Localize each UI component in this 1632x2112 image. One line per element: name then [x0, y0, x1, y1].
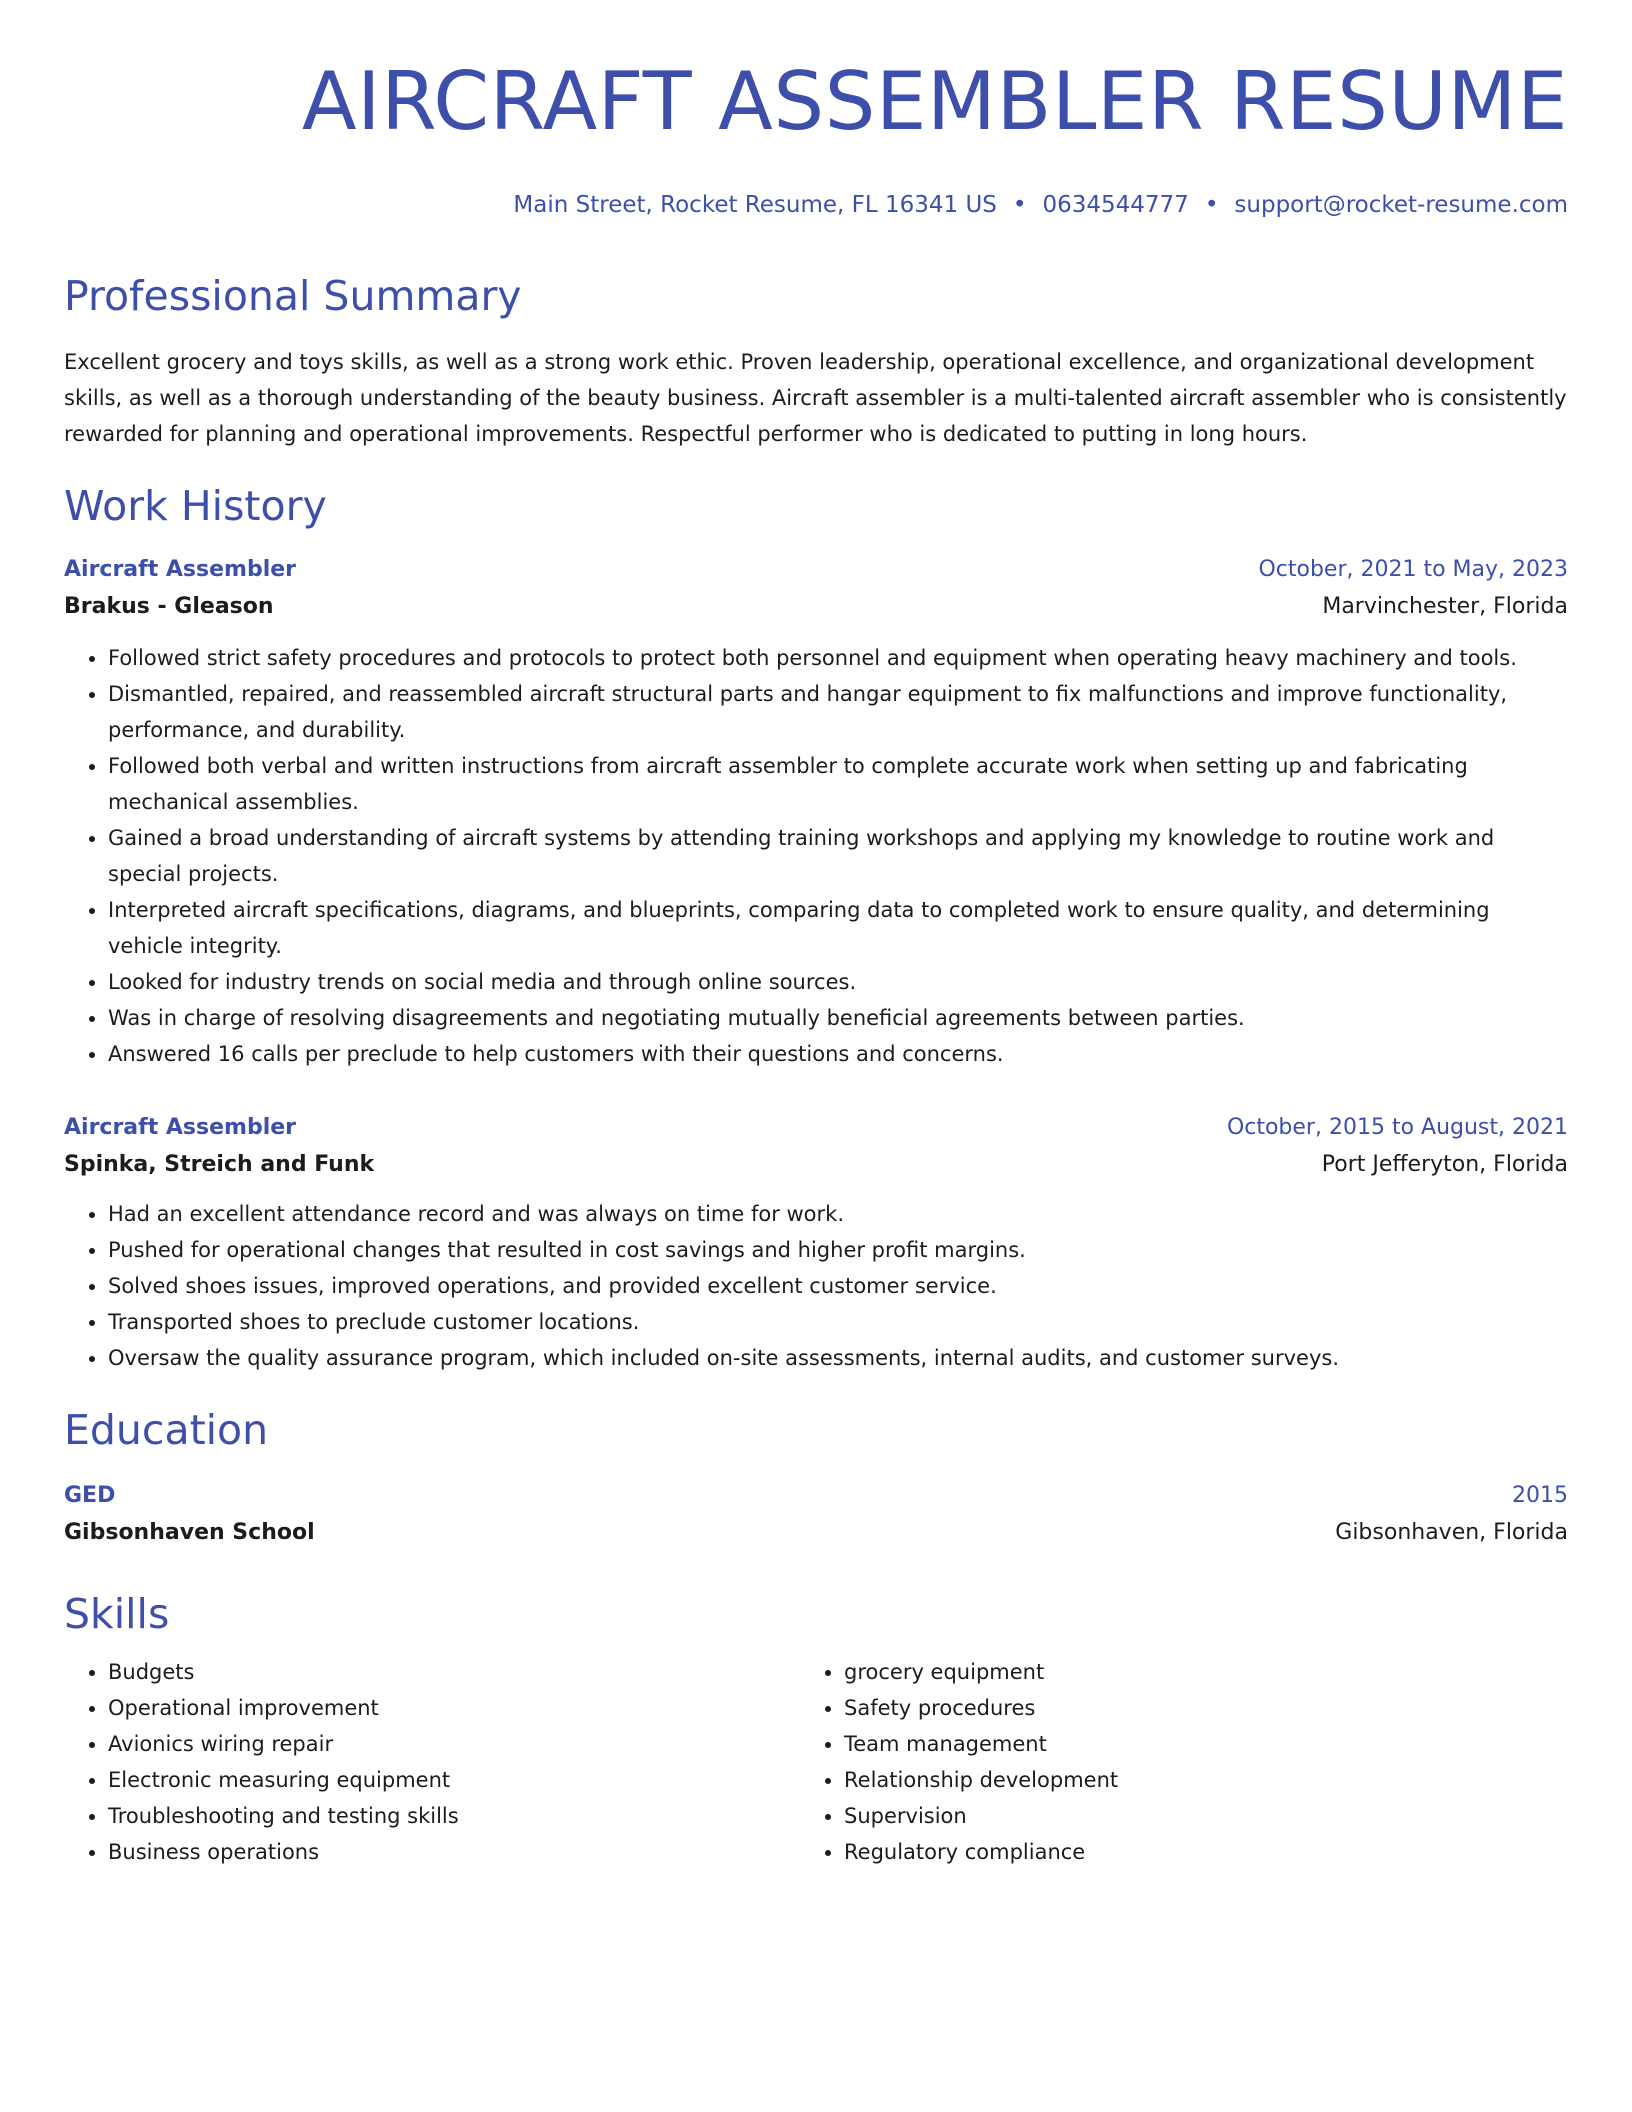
contact-line [64, 190, 1568, 220]
job-bullets [64, 1196, 1568, 1376]
job-bullet: • Solved shoes issues, improved operations, and provided excellent customer service. [108, 1268, 1568, 1304]
job-bullet: • Followed strict safety procedures and protocols to protect both personnel and equipment when operating heavy machinery and tools. [108, 640, 1568, 676]
skill-item: • Troubleshooting and testing skills [108, 1798, 800, 1834]
skill-item: • Operational improvement [108, 1690, 800, 1726]
skill-item: • Team management [844, 1726, 1536, 1762]
job-bullet: • Dismantled, repaired, and reassembled aircraft structural parts and hangar equipment to fix malfunctions and improve functionality, performance, and durability. [108, 676, 1568, 748]
skill-item: • Electronic measuring equipment [108, 1762, 800, 1798]
education-degree: GED [64, 1483, 116, 1508]
education-entry [64, 1478, 1568, 1552]
job-company-row [64, 1146, 1568, 1184]
job-role: Aircraft Assembler [64, 557, 297, 582]
education-year: 2015 [1512, 1483, 1568, 1508]
job-bullet: • Was in charge of resolving disagreements and negotiating mutually beneficial agreements between parties. [108, 1000, 1568, 1036]
job-title-row [64, 1110, 1568, 1146]
skills-list-left [64, 1654, 800, 1870]
resume-header [64, 52, 1568, 220]
contact-address: Main Street, Rocket Resume, FL 16341 US [513, 192, 997, 218]
summary-heading: Professional Summary [64, 272, 522, 320]
education-school: Gibsonhaven School [64, 1520, 315, 1545]
skill-item: • Safety procedures [844, 1690, 1536, 1726]
job-bullet: • Oversaw the quality assurance program, which included on-site assessments, internal audits, and customer surveys. [108, 1340, 1568, 1376]
education-location: Gibsonhaven, Florida [1335, 1520, 1568, 1545]
job-bullet: • Had an excellent attendance record and was always on time for work. [108, 1196, 1568, 1232]
contact-phone: 0634544777 [1042, 192, 1189, 218]
skill-item: • Budgets [108, 1654, 800, 1690]
skills-columns [64, 1654, 1568, 1870]
skill-item: • Business operations [108, 1834, 800, 1870]
job-bullet: • Pushed for operational changes that resulted in cost savings and higher profit margins. [108, 1232, 1568, 1268]
education-school-row [64, 1514, 1568, 1552]
resume-title: AIRCRAFT ASSEMBLER RESUME [301, 55, 1568, 148]
contact-separator: • [1204, 192, 1219, 218]
summary-text: Excellent grocery and toys skills, as well as a strong work ethic. Proven leadership, operational excellence, and organizational development skills, as well as a thorough understanding of the beauty business. Aircraft assembler is a multi-talented aircraft assembler who is consistently rewarded for planning and operational improvements. Respectful performer who is dedicated to putting in long hours. [64, 350, 1567, 446]
skills-list-right [800, 1654, 1536, 1870]
job-entry [64, 1110, 1568, 1376]
education-heading: Education [64, 1406, 269, 1454]
job-company-row [64, 588, 1568, 626]
job-dates: October, 2021 to May, 2023 [1258, 557, 1568, 582]
job-title-row [64, 552, 1568, 588]
job-location: Marvinchester, Florida [1322, 594, 1568, 619]
skill-item: • Supervision [844, 1798, 1536, 1834]
work-history-heading: Work History [64, 482, 327, 530]
skill-item: • Avionics wiring repair [108, 1726, 800, 1762]
contact-email: support@rocket-resume.com [1234, 192, 1568, 218]
job-entry [64, 552, 1568, 1072]
job-dates: October, 2015 to August, 2021 [1226, 1115, 1568, 1140]
contact-separator: • [1012, 192, 1027, 218]
job-bullet: • Interpreted aircraft specifications, diagrams, and blueprints, comparing data to completed work to ensure quality, and determining vehicle integrity. [108, 892, 1568, 964]
job-bullets [64, 640, 1568, 1072]
job-bullet: • Answered 16 calls per preclude to help customers with their questions and concerns. [108, 1036, 1568, 1072]
job-bullet: • Looked for industry trends on social media and through online sources. [108, 964, 1568, 1000]
skills-heading: Skills [64, 1590, 170, 1638]
skill-item: • Relationship development [844, 1762, 1536, 1798]
job-role: Aircraft Assembler [64, 1115, 297, 1140]
job-bullet: • Gained a broad understanding of aircraft systems by attending training workshops and applying my knowledge to routine work and special projects. [108, 820, 1568, 892]
job-bullet: • Followed both verbal and written instructions from aircraft assembler to complete accurate work when setting up and fabricating mechanical assemblies. [108, 748, 1568, 820]
education-degree-row [64, 1478, 1568, 1514]
skill-item: • Regulatory compliance [844, 1834, 1536, 1870]
skill-item: • grocery equipment [844, 1654, 1536, 1690]
job-company: Brakus - Gleason [64, 594, 274, 619]
job-company: Spinka, Streich and Funk [64, 1152, 375, 1177]
job-location: Port Jefferyton, Florida [1321, 1152, 1568, 1177]
job-bullet: • Transported shoes to preclude customer locations. [108, 1304, 1568, 1340]
